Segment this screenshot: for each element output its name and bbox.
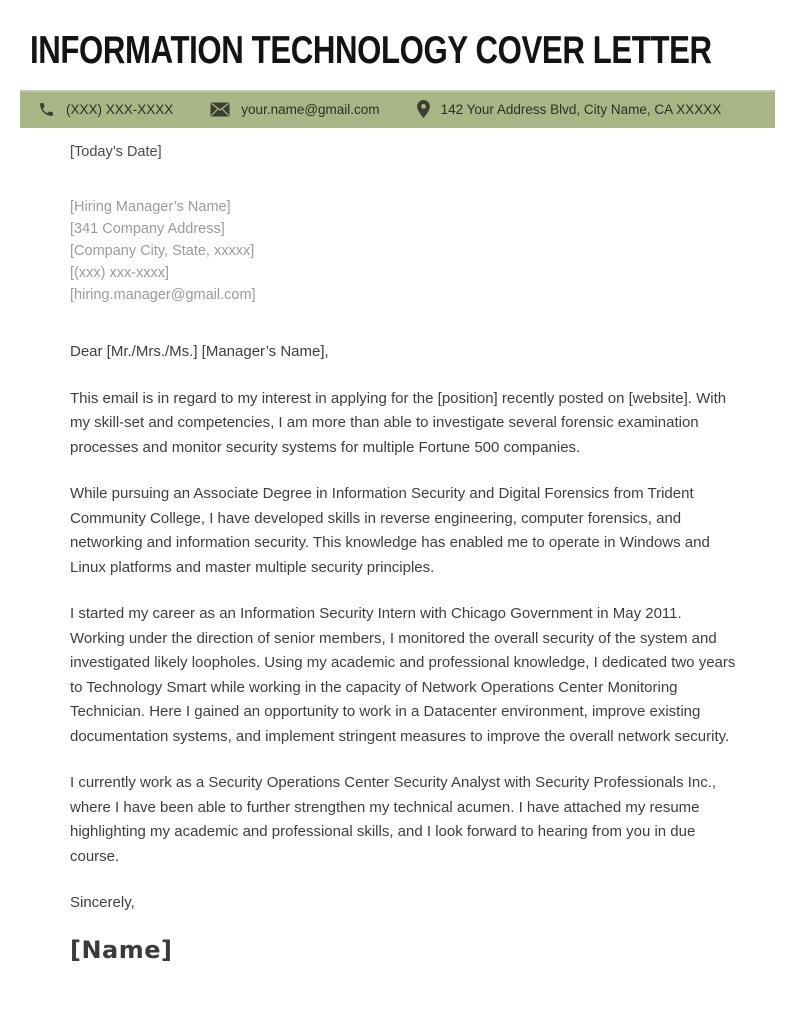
page-title: INFORMATION TECHNOLOGY COVER LETTER — [30, 29, 712, 72]
location-icon — [417, 100, 430, 118]
contact-phone-text: (XXX) XXX-XXXX — [66, 101, 174, 117]
recipient-line: [(xxx) xxx-xxxx] — [70, 265, 170, 281]
contact-phone — [38, 101, 173, 118]
signature-name: [Name] — [70, 935, 173, 964]
body-paragraph: I currently work as a Security Operations Center Security Analyst with Security Professionals Inc., where I have been able to further strengthen my technical acumen. I have attached my resume highlighting my academic and professional skills, and I look forward to hearing from you in due course. — [70, 774, 717, 865]
body-paragraph: This email is in regard to my interest in applying for the [position] recently posted on [website]. With my skill-set and competencies, I am more than able to investigate several forensic examination processes and monitor security systems for multiple Fortune 500 companies. — [70, 389, 727, 456]
date-placeholder: [Today’s Date] — [70, 144, 162, 160]
contact-email-text: your.name@gmail.com — [241, 101, 380, 117]
recipient-block — [70, 196, 738, 306]
email-icon — [210, 102, 230, 117]
recipient-line: [341 Company Address] — [70, 221, 225, 237]
paragraphs-container — [70, 387, 738, 870]
closing-line: Sincerely, — [70, 894, 135, 911]
recipient-line: [Hiring Manager’s Name] — [70, 199, 231, 215]
body-paragraph: While pursuing an Associate Degree in Information Security and Digital Forensics from Trident Community College, I have developed skills in reverse engineering, computer forensics, and networking and information security. This knowledge has enabled me to operate in Windows and Linux platforms and master multiple security principles. — [70, 485, 710, 576]
recipient-line: [hiring.manager@gmail.com] — [70, 287, 256, 303]
recipient-line: [Company City, State, xxxxx] — [70, 243, 255, 259]
contact-address-text: 142 Your Address Blvd, City Name, CA XXXXX — [440, 101, 722, 117]
phone-icon — [38, 101, 55, 118]
contact-banner — [20, 90, 775, 128]
body-paragraph: I started my career as an Information Security Intern with Chicago Government in May 2011. Working under the direction of senior members, I monitored the overall security of the system and investigated likely loopholes. Using my academic and professional knowledge, I dedicated two years to Technology Smart while working in the capacity of Network Operations Center Monitoring Technician. Here I gained an opportunity to work in a Datacenter environment, improve existing documentation systems, and implement stringent measures to improve the overall network security. — [70, 605, 736, 745]
contact-address — [417, 100, 722, 118]
contact-email — [210, 102, 379, 117]
salutation: Dear [Mr./Mrs./Ms.] [Manager’s Name], — [70, 343, 329, 360]
letter-body — [70, 142, 738, 962]
